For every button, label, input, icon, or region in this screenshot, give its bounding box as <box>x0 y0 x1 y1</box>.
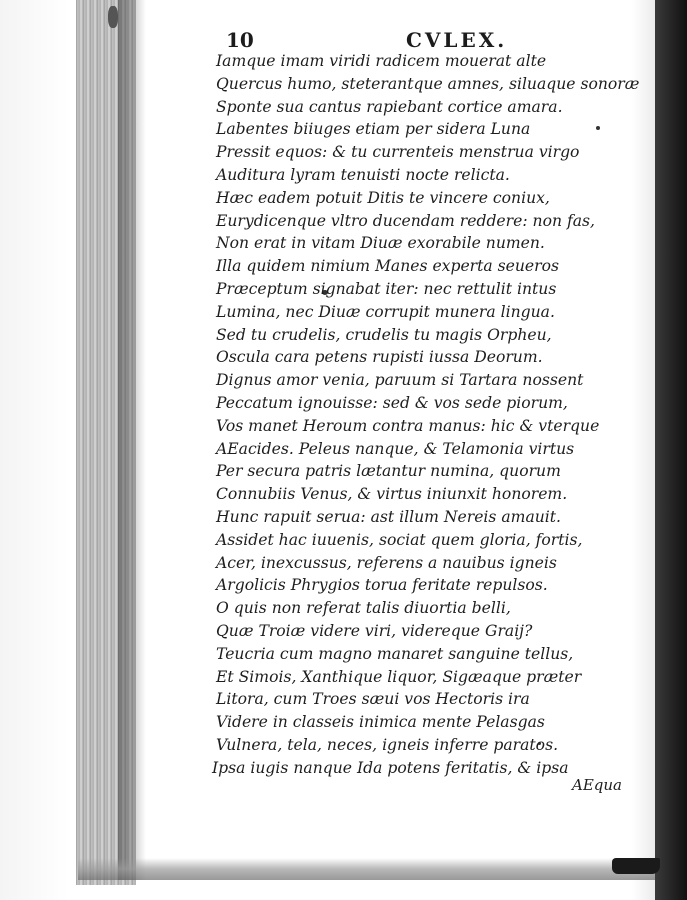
right-scan-border <box>655 0 687 900</box>
ink-speck <box>108 6 118 28</box>
verse-line: Et Simois, Xanthique liquor, Sigæaque præter <box>216 667 582 686</box>
verse-block <box>212 50 640 780</box>
verse-line: Assidet hac iuuenis, sociat quem gloria, fortis, <box>216 530 583 549</box>
ink-blot <box>612 858 660 874</box>
verse-line: Dignus amor venia, paruum si Tartara nossent <box>216 371 584 390</box>
page-number: 10 <box>226 28 254 52</box>
verse-line: Quercus humo, steterantque amnes, siluaque sonoræ <box>216 74 640 93</box>
verse-line: AEacides. Peleus nanque, & Telamonia virtus <box>216 439 575 458</box>
verse-line: Non erat in vitam Diuæ exorabile numen. <box>216 234 545 253</box>
gutter-shadow <box>118 0 146 880</box>
verse-line: Sponte sua cantus rapiebant cortice amara. <box>216 97 563 116</box>
verse-line: Iamque imam viridi radicem mouerat alte <box>216 52 547 70</box>
verse-line: Peccatum ignouisse: sed & vos sede piorum, <box>216 393 568 412</box>
verse-line: Hunc rapuit serua: ast illum Nereis amauit. <box>216 507 562 526</box>
verse-line: Teucria cum magno manaret sanguine tellus, <box>216 644 574 663</box>
verse-line: Eurydicenque vltro ducendam reddere: non fas, <box>216 211 596 230</box>
verse-line: Hæc eadem potuit Ditis te vincere coniux, <box>216 188 550 207</box>
verse-line: Argolicis Phrygios torua feritate repulsos. <box>216 576 548 595</box>
verse-line: O quis non referat talis diuortia belli, <box>216 599 511 618</box>
verse-line: Litora, cum Troes sæui vos Hectoris ira <box>216 690 530 709</box>
verse-line: Quæ Troiæ videre viri, videreque Graij? <box>216 621 533 640</box>
verse-line: Labentes biiuges etiam per sidera Luna <box>216 120 531 139</box>
verse-line: Præceptum signabat iter: nec rettulit intus <box>216 279 557 298</box>
catchword: AEqua <box>572 776 622 794</box>
verse-line: Vos manet Heroum contra manus: hic & vterque <box>216 416 600 435</box>
page-header <box>226 28 526 50</box>
verse-line: Per secura patris lætantur numina, quorum <box>216 462 561 481</box>
verse-line: Pressit equos: & tu currenteis menstrua virgo <box>216 143 580 162</box>
verse-line: Vulnera, tela, neces, igneis inferre paratos. <box>216 735 559 754</box>
verse-line: Sed tu crudelis, crudelis tu magis Orpheu, <box>216 325 552 344</box>
verse-line: Auditura lyram tenuisti nocte relicta. <box>216 165 510 184</box>
bottom-page-edge <box>78 858 658 880</box>
verse-line: Illa quidem nimium Manes experta seueros <box>216 257 559 276</box>
verse-line: Oscula cara petens rupisti iussa Deorum. <box>216 348 543 367</box>
verse-line: Acer, inexcussus, referens a nauibus igneis <box>216 553 557 572</box>
verse-line: Lumina, nec Diuæ corrupit munera lingua. <box>216 302 555 321</box>
running-head: CVLEX. <box>406 28 508 52</box>
verse-line: Ipsa iugis nanque Ida potens feritatis, & ipsa <box>212 758 569 777</box>
verse-line: Connubiis Venus, & virtus iniunxit honorem. <box>216 485 568 504</box>
verse-line: Videre in classeis inimica mente Pelasgas <box>216 713 545 732</box>
